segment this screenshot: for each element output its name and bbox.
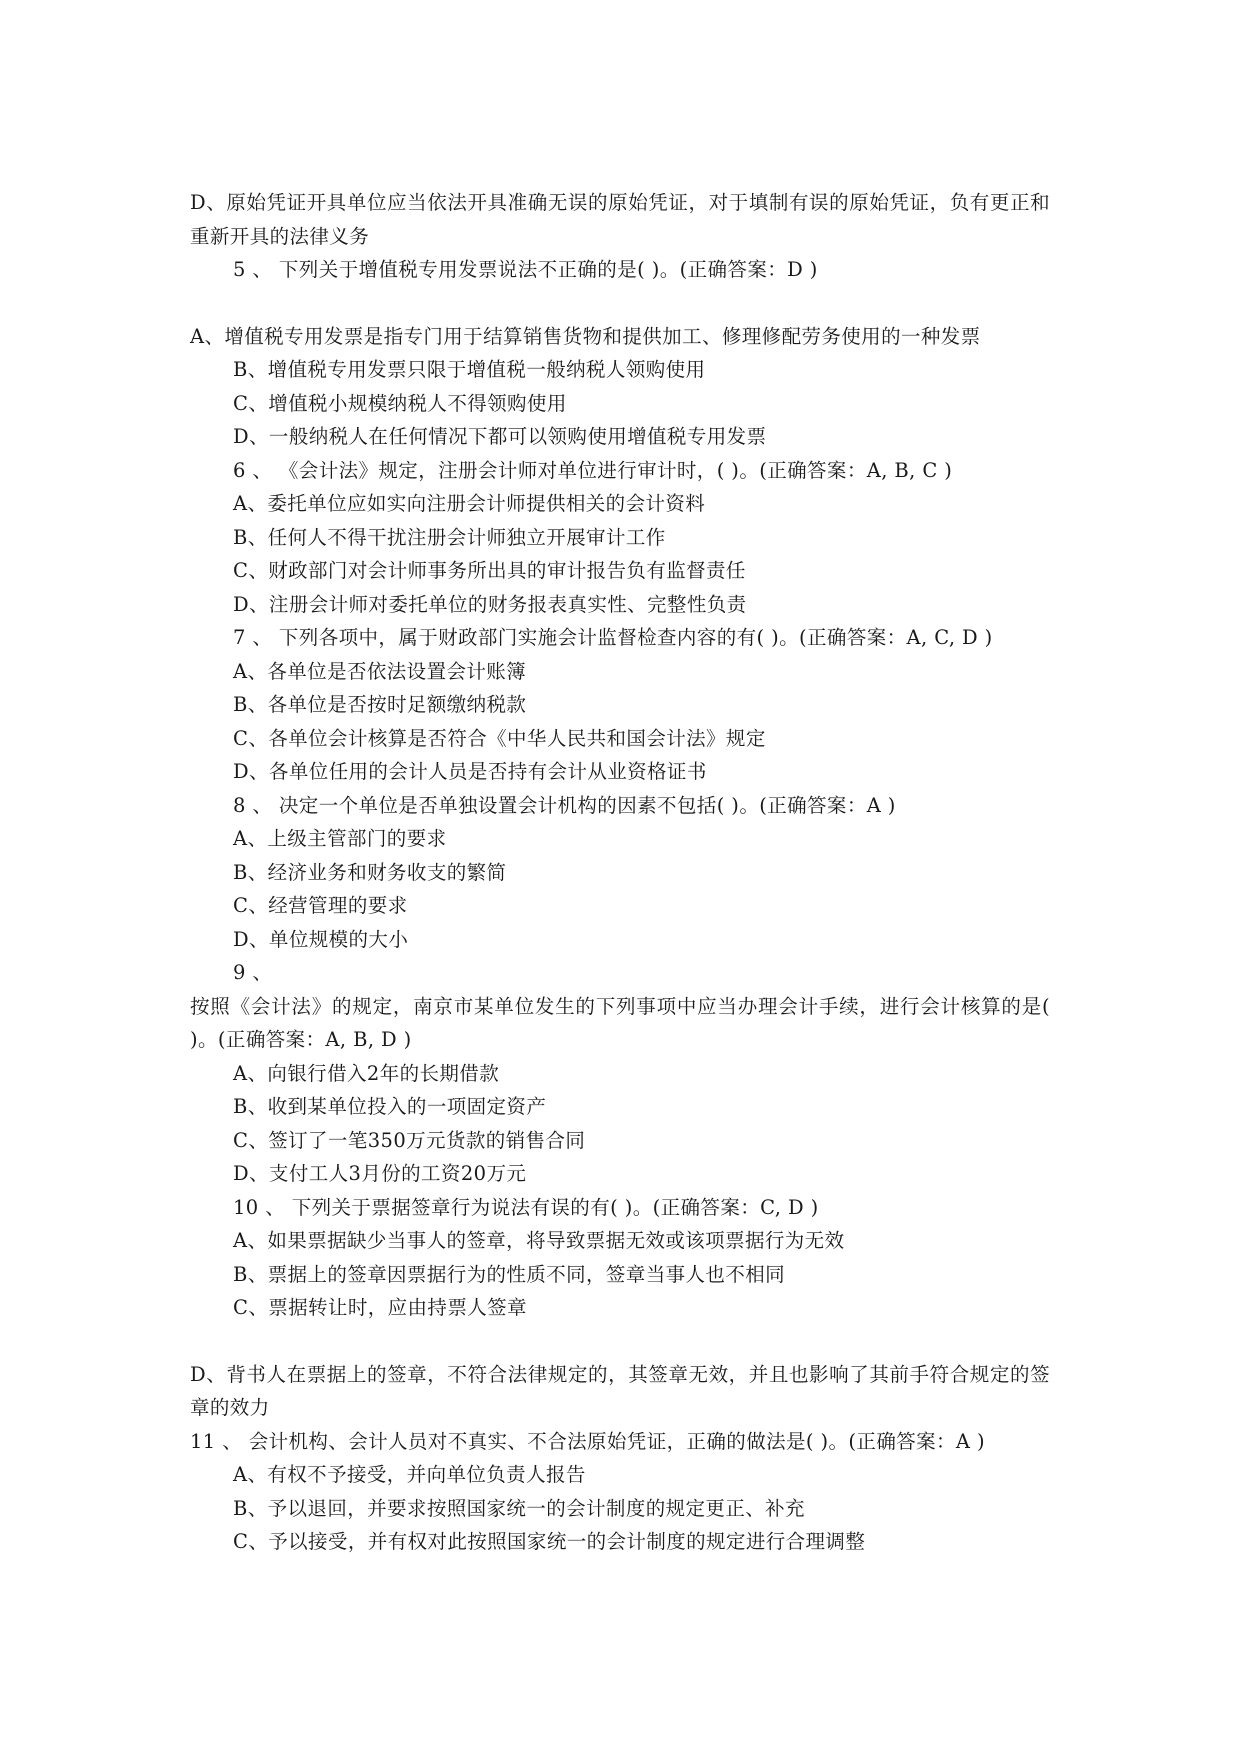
- text-line: A、如果票据缺少当事人的签章，将导致票据无效或该项票据行为无效: [233, 1229, 845, 1252]
- document-body: [190, 186, 1050, 1559]
- text-line: A、各单位是否依法设置会计账簿: [233, 659, 527, 683]
- text-line: C、票据转让时，应由持票人签章: [233, 1296, 527, 1319]
- blank-line: [190, 1325, 1050, 1358]
- text-line: D、支付工人3月份的工资20万元: [233, 1162, 527, 1185]
- text-line: C、各单位会计核算是否符合《中华人民共和国会计法》规定: [233, 726, 766, 750]
- text-line: A、有权不予接受，并向单位负责人报告: [233, 1463, 586, 1486]
- blank-line: [190, 287, 1050, 320]
- text-line: 7 、 下列各项中，属于财政部门实施会计监督检查内容的有( )。(正确答案：A, C, D ): [233, 626, 993, 649]
- text-line: D、原始凭证开具单位应当依法开具准确无误的原始凭证，对于填制有误的原始凭证，负有更正和重新开具的法律义务: [190, 191, 1050, 248]
- text-line: 6 、 《会计法》规定，注册会计师对单位进行审计时，( )。(正确答案：A, B, C ): [233, 458, 953, 482]
- text-line: B、各单位是否按时足额缴纳税款: [233, 693, 527, 716]
- text-line: A、增值税专用发票是指专门用于结算销售货物和提供加工、修理修配劳务使用的一种发票: [190, 324, 981, 348]
- text-line: B、增值税专用发票只限于增值税一般纳税人领购使用: [233, 358, 706, 381]
- text-line: A、上级主管部门的要求: [233, 827, 447, 850]
- text-line: 9 、: [233, 961, 273, 984]
- text-line: C、财政部门对会计师事务所出具的审计报告负有监督责任: [233, 559, 746, 582]
- text-line: D、一般纳税人在任何情况下都可以领购使用增值税专用发票: [233, 425, 767, 448]
- text-line: 10 、 下列关于票据签章行为说法有误的有( )。(正确答案：C, D ): [233, 1195, 819, 1219]
- text-line: D、各单位任用的会计人员是否持有会计从业资格证书: [233, 760, 707, 783]
- text-line: 按照《会计法》的规定，南京市某单位发生的下列事项中应当办理会计手续，进行会计核算的是( )。(正确答案：A, B, D ): [190, 994, 1050, 1051]
- text-line: C、增值税小规模纳税人不得领购使用: [233, 391, 567, 415]
- text-line: B、票据上的签章因票据行为的性质不同，签章当事人也不相同: [233, 1262, 786, 1286]
- text-line: 11 、 会计机构、会计人员对不真实、不合法原始凭证，正确的做法是( )。(正确答案：A ): [190, 1429, 986, 1453]
- text-line: A、向银行借入2年的长期借款: [233, 1061, 500, 1085]
- text-line: C、予以接受，并有权对此按照国家统一的会计制度的规定进行合理调整: [233, 1530, 866, 1553]
- text-line: D、背书人在票据上的签章，不符合法律规定的，其签章无效，并且也影响了其前手符合规定的签章的效力: [190, 1362, 1050, 1419]
- text-line: A、委托单位应如实向注册会计师提供相关的会计资料: [233, 492, 706, 515]
- text-line: B、收到某单位投入的一项固定资产: [233, 1095, 547, 1118]
- text-line: B、予以退回，并要求按照国家统一的会计制度的规定更正、补充: [233, 1496, 805, 1520]
- text-line: 5 、 下列关于增值税专用发票说法不正确的是( )。(正确答案：D ): [233, 258, 818, 281]
- text-line: C、经营管理的要求: [233, 894, 408, 917]
- text-line: D、单位规模的大小: [233, 927, 409, 951]
- text-line: D、注册会计师对委托单位的财务报表真实性、完整性负责: [233, 592, 747, 616]
- text-line: C、签订了一笔350万元货款的销售合同: [233, 1128, 586, 1152]
- text-line: B、任何人不得干扰注册会计师独立开展审计工作: [233, 525, 666, 549]
- text-line: B、经济业务和财务收支的繁简: [233, 860, 507, 884]
- text-line: 8 、 决定一个单位是否单独设置会计机构的因素不包括( )。(正确答案：A ): [233, 793, 896, 817]
